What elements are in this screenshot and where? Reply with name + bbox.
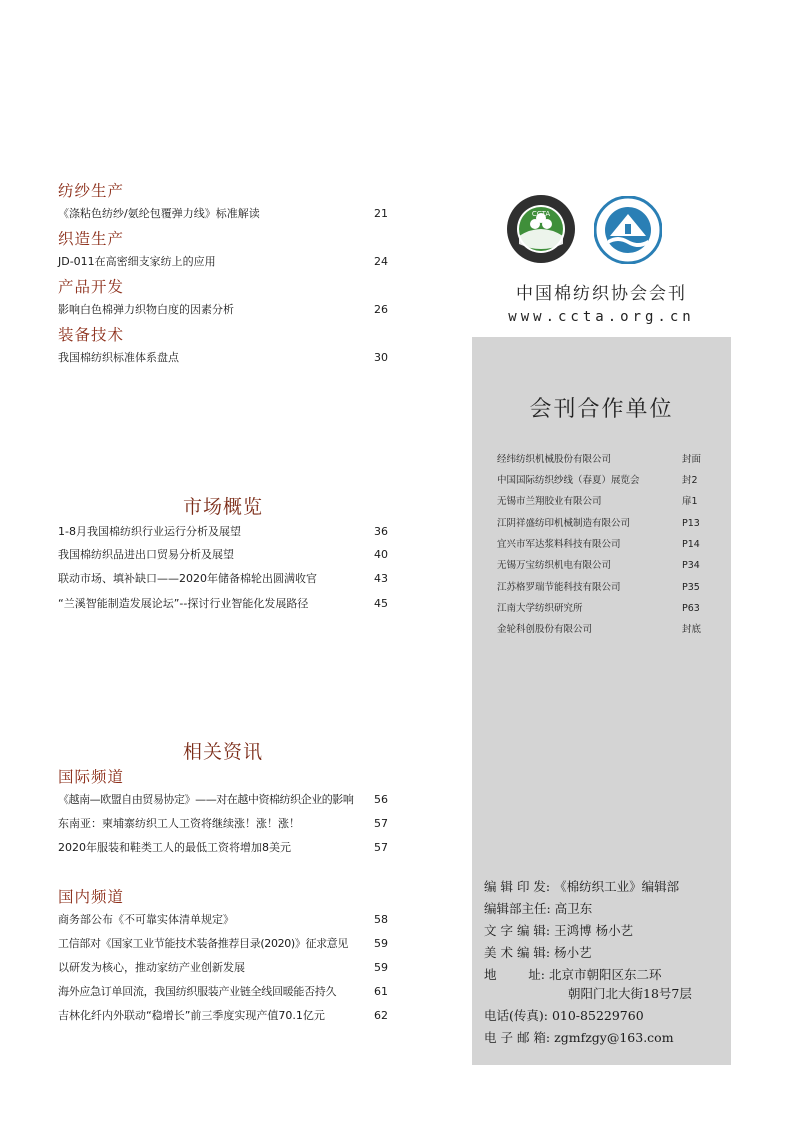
partner-row	[497, 580, 707, 595]
toc-row[interactable]	[58, 350, 388, 366]
partner-name: 江南大学纺织研究所	[497, 603, 583, 614]
toc-title: “兰溪智能制造发展论坛”--探讨行业智能化发展路径	[58, 597, 309, 610]
toc-title: 《越南—欧盟自由贸易协定》——对在越中资棉纺织企业的影响	[58, 793, 354, 806]
toc-page: 40	[374, 548, 388, 561]
toc-page: 24	[374, 255, 388, 268]
masthead-label: 美 术 编 辑:	[484, 945, 551, 960]
toc-title: 《涤粘色纺纱/氨纶包覆弹力线》标准解读	[58, 207, 260, 220]
toc-title: 2020年服装和鞋类工人的最低工资将增加8美元	[58, 841, 291, 854]
partner-name: 宜兴市军达浆料科技有限公司	[497, 539, 621, 550]
masthead-row	[484, 943, 592, 963]
masthead-label: 地 址:	[484, 967, 545, 982]
masthead-value: 高卫东	[554, 901, 593, 916]
toc-title: 东南亚：柬埔寨纺织工人工资将继续涨！涨！涨！	[58, 817, 300, 830]
section-heading-spinning: 纺纱生产	[58, 182, 125, 200]
toc-row[interactable]	[58, 840, 388, 856]
partner-row	[497, 622, 707, 637]
partner-page: P34	[682, 560, 700, 571]
toc-row[interactable]	[58, 936, 388, 952]
toc-row[interactable]	[58, 524, 388, 540]
masthead-value: 《棉纺织工业》编辑部	[554, 879, 680, 894]
toc-title: 以研发为核心，推动家纺产业创新发展	[58, 961, 245, 974]
toc-page: 43	[374, 572, 388, 585]
section-heading-market: 市场概览	[182, 496, 263, 518]
partner-row	[497, 452, 707, 467]
masthead-label: 电话(传真):	[484, 1008, 548, 1023]
toc-title: JD-011在高密细支家纺上的应用	[58, 255, 216, 268]
email-link[interactable]: zgmfzgy@163.com	[554, 1030, 674, 1045]
toc-row[interactable]	[58, 302, 388, 318]
partner-page: 封2	[682, 475, 698, 486]
toc-title: 工信部对《国家工业节能技术装备推荐目录(2020)》征求意见	[58, 937, 349, 950]
toc-title: 1-8月我国棉纺织行业运行分析及展望	[58, 525, 241, 538]
partners-title: 会刊合作单位	[529, 397, 674, 422]
partner-row	[497, 537, 707, 552]
masthead-row	[484, 899, 592, 919]
toc-page: 21	[374, 207, 388, 220]
partner-page: P35	[682, 582, 700, 593]
toc-title: 商务部公布《不可靠实体清单规定》	[58, 913, 234, 926]
partner-row	[497, 494, 707, 509]
toc-title: 影响白色棉弹力织物白度的因素分析	[58, 303, 234, 316]
partner-name: 无锡市兰翔胶业有限公司	[497, 496, 602, 507]
toc-row[interactable]	[58, 1008, 388, 1024]
toc-row[interactable]	[58, 912, 388, 928]
toc-page: 56	[374, 793, 388, 806]
partner-page: 扉1	[682, 496, 698, 507]
masthead-label: 编 辑 印 发:	[484, 879, 551, 894]
toc-page: 36	[374, 525, 388, 538]
svg-text:CCTA: CCTA	[531, 210, 551, 218]
partner-row	[497, 516, 707, 531]
partner-row	[497, 473, 707, 488]
masthead-value: 北京市朝阳区东二环	[548, 967, 662, 982]
toc-title: 吉林化纤内外联动“稳增长”前三季度实现产值70.1亿元	[58, 1009, 325, 1022]
section-heading-domestic: 国内频道	[58, 888, 125, 906]
partner-name: 江阴祥盛纺印机械制造有限公司	[497, 518, 631, 529]
masthead-label: 文 字 编 辑:	[484, 923, 551, 938]
partner-page: P14	[682, 539, 700, 550]
masthead-row	[484, 921, 633, 941]
toc-title: 我国棉纺织品进出口贸易分析及展望	[58, 548, 234, 561]
toc-page: 57	[374, 841, 388, 854]
partner-row	[497, 558, 707, 573]
masthead-row	[484, 965, 662, 985]
section-heading-international: 国际频道	[58, 768, 125, 786]
toc-row[interactable]	[58, 596, 388, 612]
masthead-row-continued	[568, 984, 692, 1004]
partner-name: 无锡万宝纺织机电有限公司	[497, 560, 612, 571]
partner-page: 封面	[682, 454, 702, 465]
toc-page: 30	[374, 351, 388, 364]
toc-row[interactable]	[58, 984, 388, 1000]
toc-page: 62	[374, 1009, 388, 1022]
toc-row[interactable]	[58, 792, 388, 808]
toc-row[interactable]	[58, 960, 388, 976]
toc-title: 海外应急订单回流，我国纺织服装产业链全线回暖能否持久	[58, 985, 337, 998]
toc-title: 联动市场、填补缺口——2020年储备棉轮出圆满收官	[58, 572, 317, 585]
section-heading-equipment: 装备技术	[58, 326, 125, 344]
masthead-label: 电 子 邮 箱:	[484, 1030, 551, 1045]
masthead-value: 010-85229760	[551, 1008, 644, 1023]
partner-name: 经纬纺织机械股份有限公司	[497, 454, 612, 465]
toc-row[interactable]	[58, 571, 388, 587]
partner-name: 中国国际纺织纱线（春夏）展览会	[497, 475, 640, 486]
toc-title: 我国棉纺织标准体系盘点	[58, 351, 179, 364]
toc-row[interactable]	[58, 206, 388, 222]
toc-page: 61	[374, 985, 388, 998]
partner-page: 封底	[682, 624, 702, 635]
masthead-value: 朝阳门北大街18号7层	[568, 986, 692, 1001]
toc-page: 57	[374, 817, 388, 830]
publisher-url[interactable]: www.ccta.org.cn	[508, 309, 695, 325]
section-heading-product: 产品开发	[58, 278, 125, 296]
toc-row[interactable]	[58, 254, 388, 270]
ccta-logo-icon	[506, 194, 576, 264]
partner-name: 江苏格罗瑞节能科技有限公司	[497, 582, 621, 593]
masthead-value: 王鸿博 杨小艺	[554, 923, 634, 938]
toc-page: 45	[374, 597, 388, 610]
toc-row[interactable]	[58, 816, 388, 832]
toc-row[interactable]	[58, 547, 388, 563]
toc-page: 59	[374, 937, 388, 950]
masthead-row	[484, 1028, 674, 1048]
masthead-value: 杨小艺	[554, 945, 592, 960]
partner-name: 金轮科创股份有限公司	[497, 624, 593, 635]
toc-page: 26	[374, 303, 388, 316]
masthead-row	[484, 877, 679, 897]
publisher-name: 中国棉纺织协会会刊	[516, 284, 687, 304]
partner-page: P13	[682, 518, 700, 529]
partner-row	[497, 601, 707, 616]
toc-page: 59	[374, 961, 388, 974]
section-heading-weaving: 织造生产	[58, 230, 125, 248]
jiangnan-university-logo-icon	[594, 196, 662, 264]
section-heading-news: 相关资讯	[182, 741, 263, 763]
toc-page: 58	[374, 913, 388, 926]
masthead-label: 编辑部主任:	[484, 901, 551, 916]
partner-page: P63	[682, 603, 700, 614]
masthead-row	[484, 1006, 644, 1026]
